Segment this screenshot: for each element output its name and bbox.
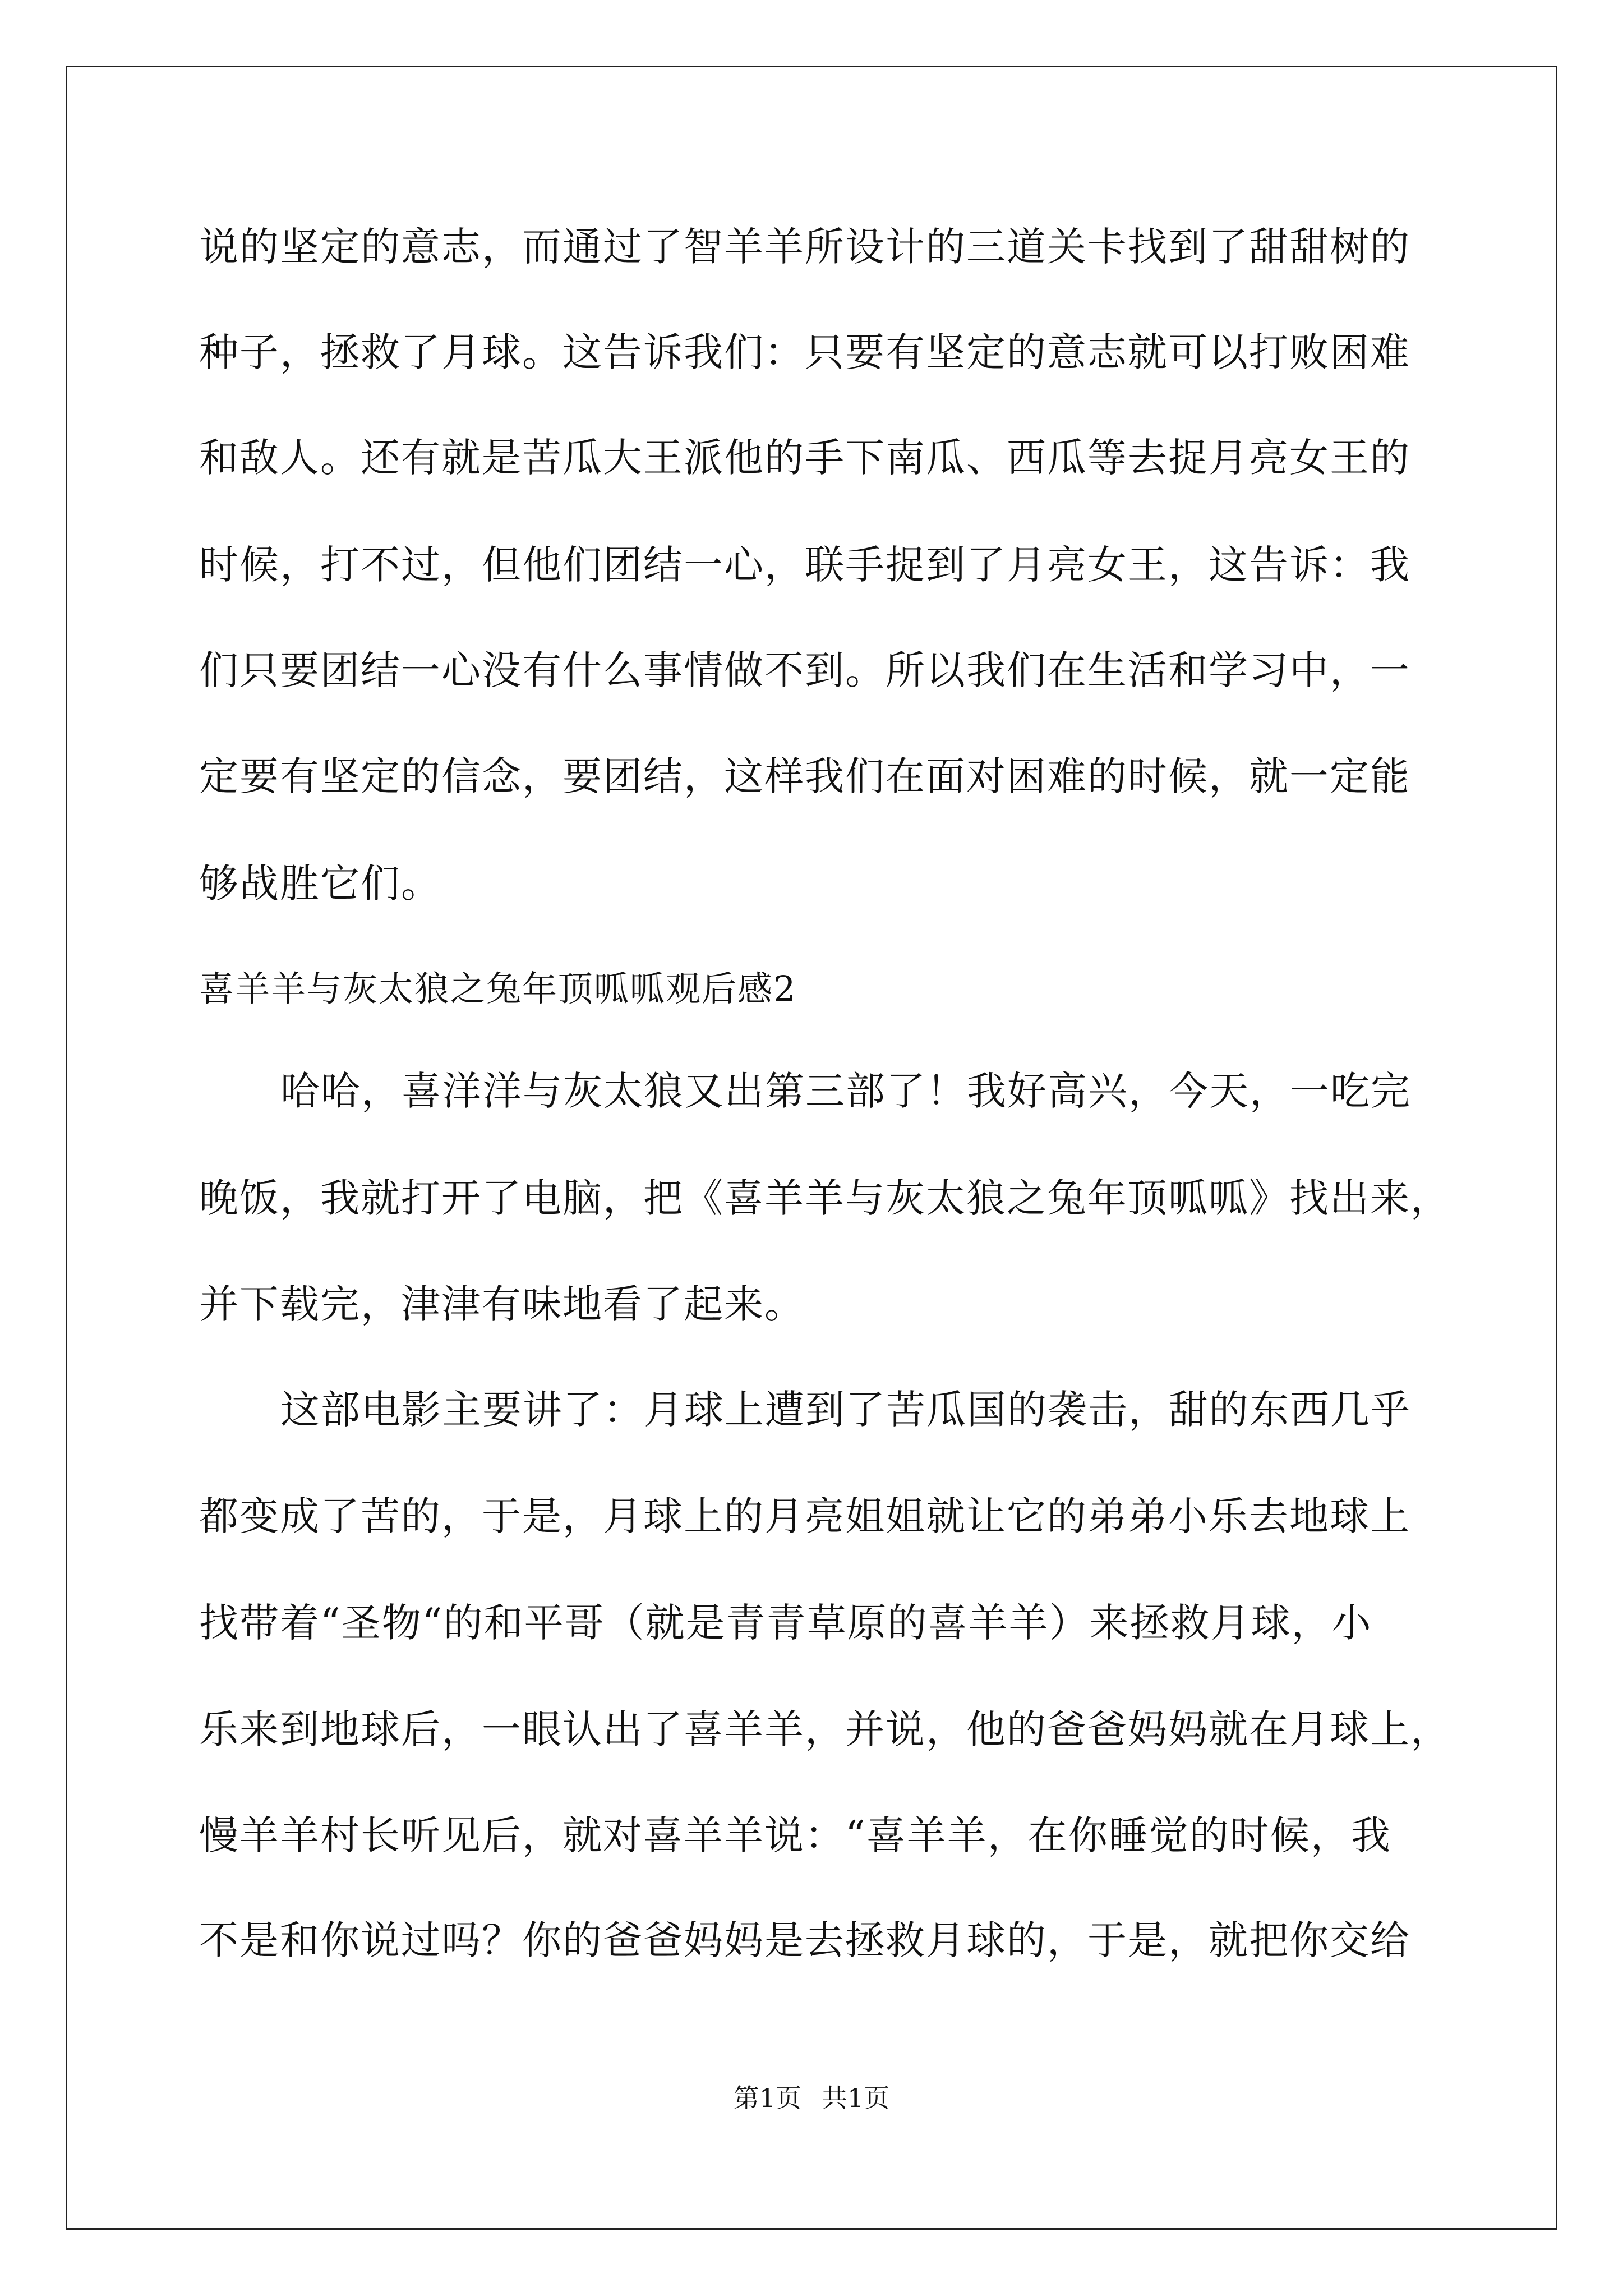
page-border	[66, 66, 1557, 2230]
paragraph-1-line-6: 定要有坚定的信念，要团结，这样我们在面对困难的时候，就一定能	[199, 753, 1410, 799]
paragraph-3-line-6: 不是和你说过吗？你的爸爸妈妈是去拯救月球的，于是，就把你交给	[199, 1917, 1410, 1963]
paragraph-3-line-1: 这部电影主要讲了：月球上遭到了苦瓜国的袭击，甜的东西几乎	[280, 1387, 1411, 1433]
page-number: 第1页	[733, 2083, 801, 2113]
paragraph-1-line-4: 时候，打不过，但他们团结一心，联手捉到了月亮女王，这告诉：我	[199, 542, 1410, 588]
paragraph-1-line-7: 够战胜它们。	[199, 861, 441, 907]
section-title: 喜羊羊与灰太狼之兔年顶呱呱观后感2	[199, 968, 797, 1009]
paragraph-2-line-3: 并下载完，津津有味地看了起来。	[199, 1281, 805, 1327]
paragraph-3-line-3: 找带着“圣物“的和平哥（就是青青草原的喜羊羊）来拯救月球，小	[199, 1600, 1372, 1646]
paragraph-3-line-5: 慢羊羊村长听见后，就对喜羊羊说：“喜羊羊，在你睡觉的时候，我	[199, 1812, 1391, 1858]
paragraph-1-line-2: 种子，拯救了月球。这告诉我们：只要有坚定的意志就可以打败困难	[199, 329, 1410, 375]
paragraph-3-line-2: 都变成了苦的，于是，月球上的月亮姐姐就让它的弟弟小乐去地球上	[199, 1493, 1410, 1539]
paragraph-2-line-1: 哈哈，喜洋洋与灰太狼又出第三部了！我好高兴，今天，一吃完	[280, 1068, 1411, 1114]
paragraph-2-line-2: 晚饭，我就打开了电脑，把《喜羊羊与灰太狼之兔年顶呱呱》找出来，	[199, 1175, 1451, 1221]
paragraph-1-line-5: 们只要团结一心没有什么事情做不到。所以我们在生活和学习中，一	[199, 647, 1410, 693]
paragraph-3-line-4: 乐来到地球后，一眼认出了喜羊羊，并说，他的爸爸妈妈就在月球上，	[199, 1706, 1451, 1752]
page-total: 共1页	[822, 2083, 890, 2113]
paragraph-1-line-3: 和敌人。还有就是苦瓜大王派他的手下南瓜、西瓜等去捉月亮女王的	[199, 435, 1410, 481]
page-footer	[0, 2081, 1623, 2115]
paragraph-1-line-1: 说的坚定的意志，而通过了智羊羊所设计的三道关卡找到了甜甜树的	[199, 224, 1410, 270]
